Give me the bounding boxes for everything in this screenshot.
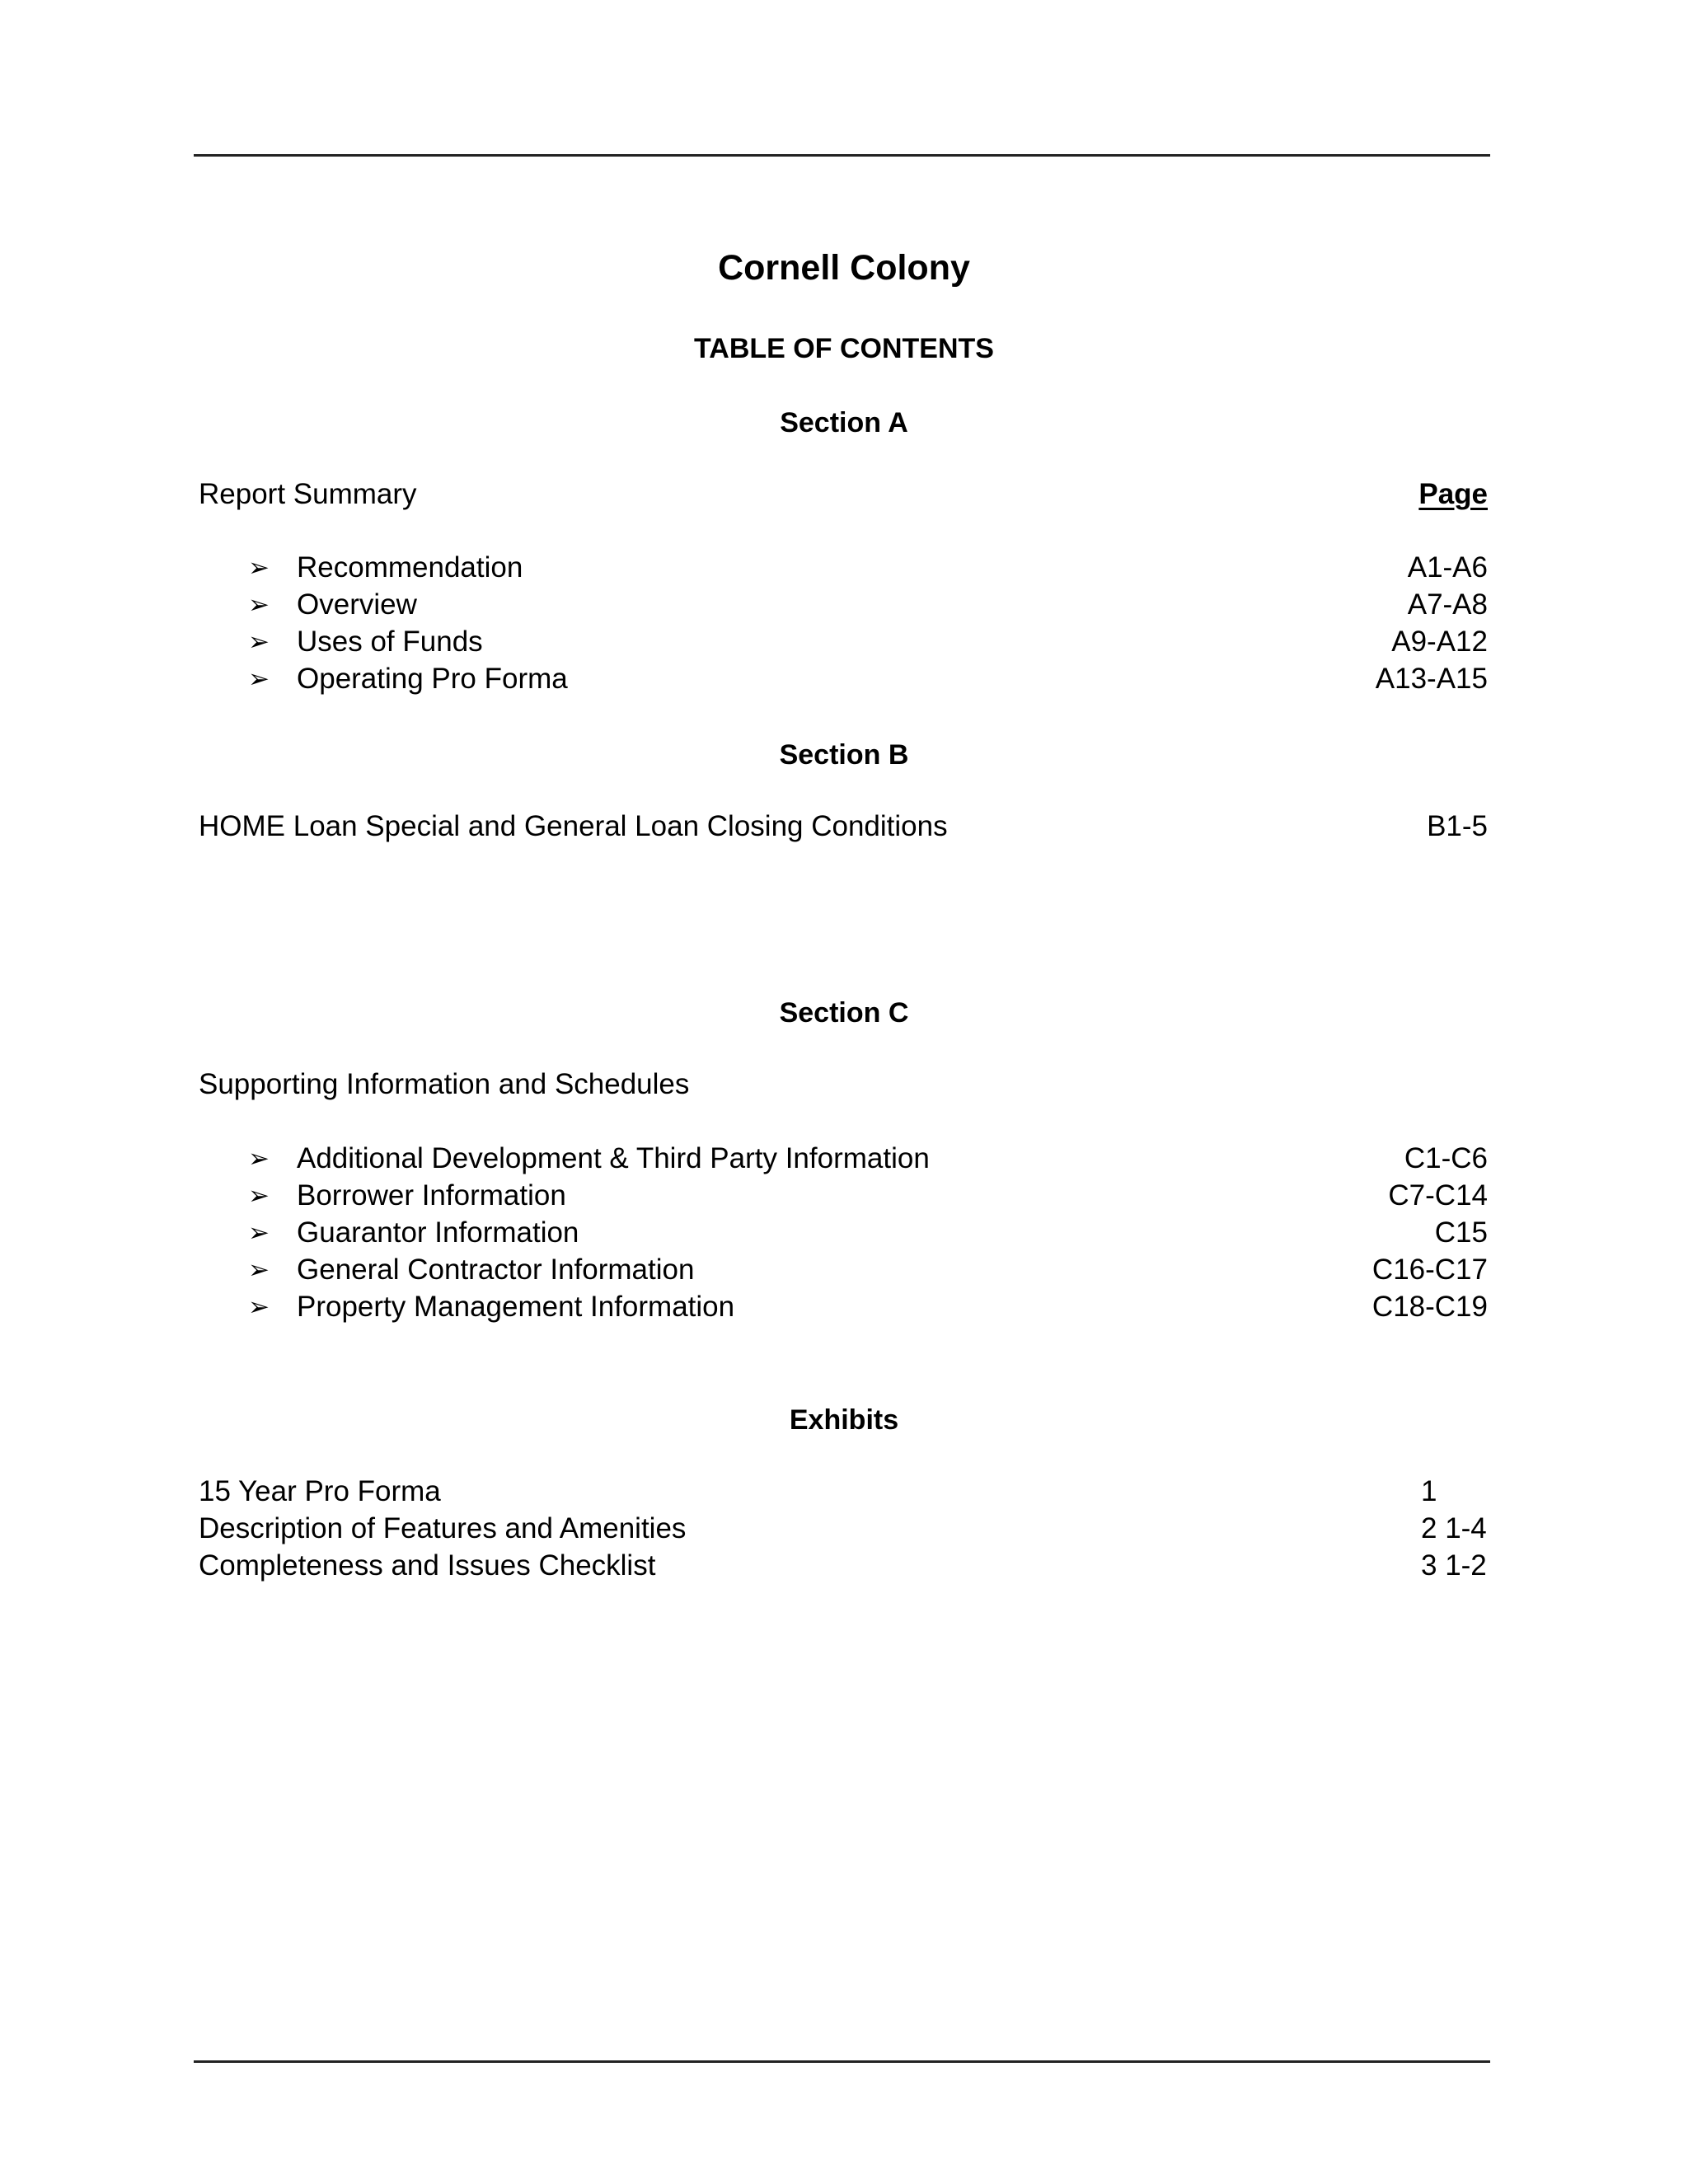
exhibit-entry[interactable] bbox=[199, 1511, 1488, 1547]
toc-entry-page: A9-A12 bbox=[1391, 626, 1488, 658]
arrow-bullet-icon: ➢ bbox=[248, 553, 270, 582]
arrow-bullet-icon: ➢ bbox=[248, 1181, 270, 1210]
exhibit-entry-page: 3 1-2 bbox=[1421, 1549, 1487, 1582]
toc-entry-page: C16-C17 bbox=[1372, 1254, 1488, 1286]
toc-entry-label: HOME Loan Special and General Loan Closing Conditions bbox=[199, 810, 948, 842]
toc-entry-page: B1-5 bbox=[1427, 810, 1488, 842]
exhibit-entry-label: Description of Features and Amenities bbox=[199, 1512, 687, 1544]
toc-entry-label: Additional Development & Third Party Information bbox=[297, 1142, 930, 1174]
section-a-heading: Section A bbox=[780, 407, 908, 438]
arrow-bullet-icon: ➢ bbox=[248, 664, 270, 693]
toc-entry-page: C15 bbox=[1434, 1216, 1488, 1249]
exhibit-entry[interactable] bbox=[199, 1474, 1488, 1510]
toc-entry-label: Property Management Information bbox=[297, 1291, 735, 1323]
toc-entry[interactable] bbox=[199, 624, 1488, 660]
toc-entry[interactable] bbox=[199, 1289, 1488, 1325]
arrow-bullet-icon: ➢ bbox=[248, 1144, 270, 1173]
toc-entry-page: C1-C6 bbox=[1404, 1142, 1488, 1174]
toc-entry-label: Guarantor Information bbox=[297, 1216, 579, 1249]
toc-entry[interactable] bbox=[199, 1215, 1488, 1251]
exhibit-entry-label: Completeness and Issues Checklist bbox=[199, 1549, 656, 1582]
page-column-heading: Page bbox=[1418, 478, 1488, 510]
toc-entry[interactable] bbox=[199, 550, 1488, 586]
toc-entry-label: Overview bbox=[297, 588, 417, 621]
toc-entry[interactable] bbox=[199, 587, 1488, 623]
toc-entry-label: Borrower Information bbox=[297, 1179, 566, 1212]
toc-entry[interactable] bbox=[199, 1178, 1488, 1214]
arrow-bullet-icon: ➢ bbox=[248, 1218, 270, 1247]
report-summary-label: Report Summary bbox=[199, 478, 417, 510]
section-c-heading: Section C bbox=[779, 997, 909, 1029]
top-rule bbox=[194, 154, 1490, 157]
toc-entry-page: A1-A6 bbox=[1407, 551, 1488, 583]
arrow-bullet-icon: ➢ bbox=[248, 1255, 270, 1284]
toc-entry-page: C7-C14 bbox=[1388, 1179, 1488, 1212]
exhibit-entry[interactable] bbox=[199, 1548, 1488, 1584]
toc-entry[interactable] bbox=[199, 808, 1488, 845]
arrow-bullet-icon: ➢ bbox=[248, 627, 270, 656]
exhibit-entry-label: 15 Year Pro Forma bbox=[199, 1475, 441, 1507]
toc-entry-page: C18-C19 bbox=[1372, 1291, 1488, 1323]
bottom-rule bbox=[194, 2060, 1490, 2063]
toc-entry[interactable] bbox=[199, 1252, 1488, 1288]
toc-entry-page: A7-A8 bbox=[1407, 588, 1488, 621]
toc-heading: TABLE OF CONTENTS bbox=[694, 333, 994, 364]
exhibits-heading: Exhibits bbox=[789, 1404, 899, 1436]
arrow-bullet-icon: ➢ bbox=[248, 1292, 270, 1321]
section-a-intro-row bbox=[199, 476, 1488, 513]
toc-entry-label: Uses of Funds bbox=[297, 626, 483, 658]
toc-entry-label: General Contractor Information bbox=[297, 1254, 695, 1286]
toc-entry-label: Recommendation bbox=[297, 551, 523, 583]
exhibit-entry-page: 1 bbox=[1421, 1475, 1437, 1507]
supporting-info-label: Supporting Information and Schedules bbox=[199, 1068, 690, 1100]
exhibit-entry-page: 2 1-4 bbox=[1421, 1512, 1487, 1544]
section-b-heading: Section B bbox=[779, 739, 909, 771]
toc-entry-label: Operating Pro Forma bbox=[297, 663, 568, 695]
document-title: Cornell Colony bbox=[718, 248, 970, 288]
toc-entry[interactable] bbox=[199, 661, 1488, 697]
toc-entry[interactable] bbox=[199, 1141, 1488, 1177]
toc-entry-page: A13-A15 bbox=[1375, 663, 1488, 695]
arrow-bullet-icon: ➢ bbox=[248, 590, 270, 619]
section-c-intro-row bbox=[199, 1066, 1488, 1103]
